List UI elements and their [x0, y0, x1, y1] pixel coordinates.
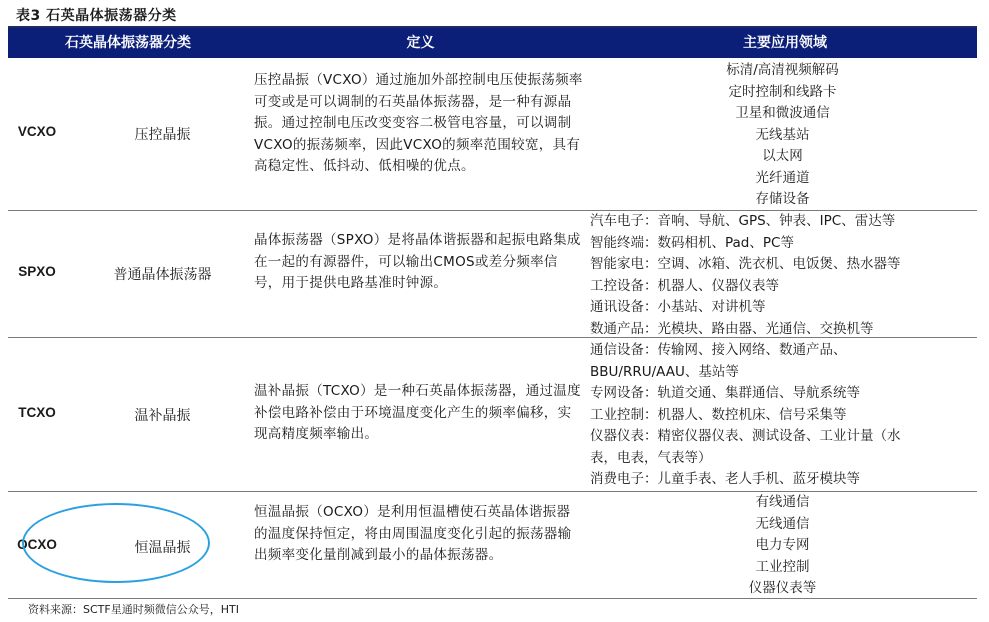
application-item: 以太网: [762, 148, 803, 164]
application-item: 光纤通道: [755, 169, 810, 186]
application-item: 汽车电子：音响、导航、GPS、钟表、IPC、雷达等: [590, 213, 896, 229]
application-item: 智能家电：空调、冰箱、洗衣机、电饭煲、热水器等: [590, 256, 901, 272]
row-definition: 晶体振荡器（SPXO）是将晶体谐振器和起振电路集成在一起的有源器件，可以输出CMOS或差分频率信号，用于提供电路基准时钟源。: [254, 232, 581, 291]
application-item: 仪器仪表：精密仪器仪表、测试设备、工业计量（水: [590, 428, 901, 444]
header-category: 石英晶体振荡器分类: [65, 35, 191, 51]
row-definition: 压控晶振（VCXO）通过施加外部控制电压使振荡频率可变或是可以调制的石英晶体振荡器，是一种有源晶振。通过控制电压改变变容二极管电容量，可以调制VCXO的振荡频率，因此VCXO的频率范围较宽，具有高稳定性、低抖动、低相噪的优点。: [254, 72, 583, 174]
table-title: 表3 石英晶体振荡器分类: [16, 8, 177, 24]
bottom-rule: [8, 598, 977, 599]
application-item: 通信设备：传输网、接入网络、数通产品、: [590, 342, 847, 358]
application-item: 数通产品：光模块、路由器、光通信、交换机等: [590, 320, 874, 337]
application-item: 通讯设备：小基站、对讲机等: [590, 299, 766, 315]
row-definition: 温补晶振（TCXO）是一种石英晶体振荡器，通过温度补偿电路补偿由于环境温度变化产生的频率偏移，实现高精度频率输出。: [254, 383, 581, 442]
application-item: 电力专网: [755, 537, 810, 553]
application-item: 标清/高清视频解码: [726, 62, 839, 78]
application-item: 工控设备：机器人、仪器仪表等: [590, 277, 779, 294]
row-definition: 恒温晶振（OCXO）是利用恒温槽使石英晶体谐振器的温度保持恒定，将由周围温度变化引起的振荡器输出频率变化量削减到最小的晶体振荡器。: [254, 504, 572, 563]
row-applications: [590, 492, 975, 600]
application-item: 有线通信: [755, 494, 810, 510]
application-item: 无线基站: [755, 126, 810, 143]
row-divider: [8, 337, 977, 338]
row-code: SPXO: [18, 264, 56, 279]
row-type: 普通晶体振荡器: [113, 267, 212, 283]
application-item: 智能终端：数码相机、Pad、PC等: [590, 234, 794, 251]
application-item: BBU/RRU/AAU、基站等: [590, 363, 739, 380]
header-applications: 主要应用领域: [743, 35, 827, 51]
highlight-ellipse: [22, 503, 210, 583]
application-item: 表，电表，气表等）: [590, 449, 712, 466]
application-item: 工业控制: [755, 558, 810, 575]
row-code: VCXO: [17, 124, 57, 139]
header-definition: 定义: [406, 35, 435, 51]
row-code: TCXO: [18, 405, 56, 420]
row-type: 压控晶振: [134, 127, 191, 143]
application-item: 定时控制和线路卡: [728, 83, 837, 100]
application-item: 存储设备: [755, 191, 810, 207]
row-applications: [590, 60, 975, 211]
application-item: 工业控制：机器人、数控机床、信号采集等: [590, 406, 847, 423]
row-code: OCXO: [17, 537, 57, 552]
row-type: 恒温晶振: [134, 540, 191, 556]
application-item: 专网设备：轨道交通、集群通信、导航系统等: [590, 385, 860, 401]
row-applications: [590, 211, 975, 340]
application-item: 消费电子：儿童手表、老人手机、蓝牙模块等: [590, 471, 860, 487]
row-type: 温补晶振: [134, 408, 191, 424]
application-item: 仪器仪表等: [748, 580, 817, 596]
source-note: 资料来源：SCTF星通时频微信公众号，HTI: [28, 603, 239, 616]
row-applications: [590, 340, 975, 491]
application-item: 卫星和微波通信: [735, 105, 830, 121]
application-item: 无线通信: [755, 515, 810, 532]
table-header: [8, 28, 977, 58]
